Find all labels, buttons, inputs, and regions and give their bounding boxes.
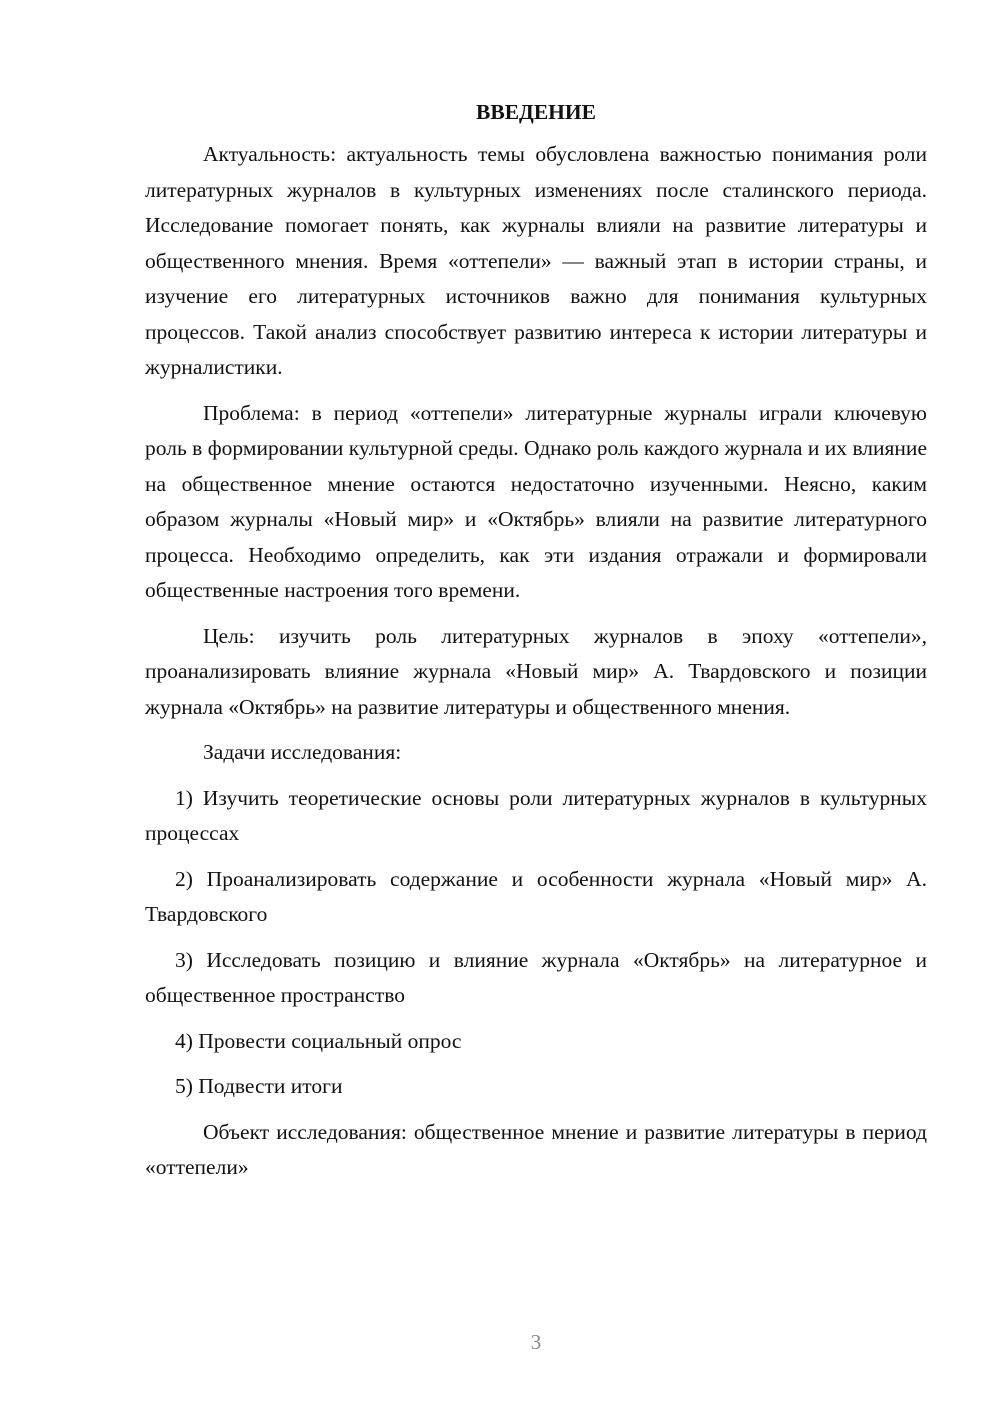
problem-paragraph: Проблема: в период «оттепели» литературные журналы играли ключевую роль в формировании культурной среды. Однако роль каждого журнала и их влияние на общественное мнение остаются недостаточно изученными. Неясно, каким образом журналы «Новый мир» и «Октябрь» влияли на развитие литературного процесса. Необходимо определить, как эти издания отражали и формировали общественные настроения того времени. — [145, 400, 927, 602]
section-heading: ВВЕДЕНИЕ — [476, 100, 596, 124]
goal-paragraph: Цель: изучить роль литературных журналов в эпоху «оттепели», проанализировать влияние журнала «Новый мир» А. Твардовского и позиции журнала «Октябрь» на развитие литературы и общественного мнения. — [145, 623, 927, 719]
tasks-heading: Задачи исследования: — [203, 740, 402, 764]
task-item-1: 1) Изучить теоретические основы роли литературных журналов в культурных процессах — [145, 785, 927, 845]
task-item-4: 4) Провести социальный опрос — [175, 1028, 462, 1053]
object-paragraph: Объект исследования: общественное мнение и развитие литературы в период «оттепели» — [145, 1119, 927, 1179]
document-page — [145, 96, 927, 1186]
task-item-3: 3) Исследовать позицию и влияние журнала «Октябрь» на литературное и общественное пространство — [145, 947, 927, 1007]
task-item-5: 5) Подвести итоги — [175, 1074, 343, 1098]
task-item-2: 2) Проанализировать содержание и особенности журнала «Новый мир» А. Твардовского — [145, 866, 927, 926]
page-number: 3 — [530, 1330, 542, 1354]
relevance-paragraph: Актуальность: актуальность темы обусловлена важностью понимания роли литературных журналов в культурных изменениях после сталинского периода. Исследование помогает понять, как журналы влияли на развитие литературы и общественного мнения. Время «оттепели» — важный этап в истории страны, и изучение его литературных источников важно для понимания культурных процессов. Такой анализ способствует развитию интереса к истории литературы и журналистики. — [145, 142, 927, 379]
